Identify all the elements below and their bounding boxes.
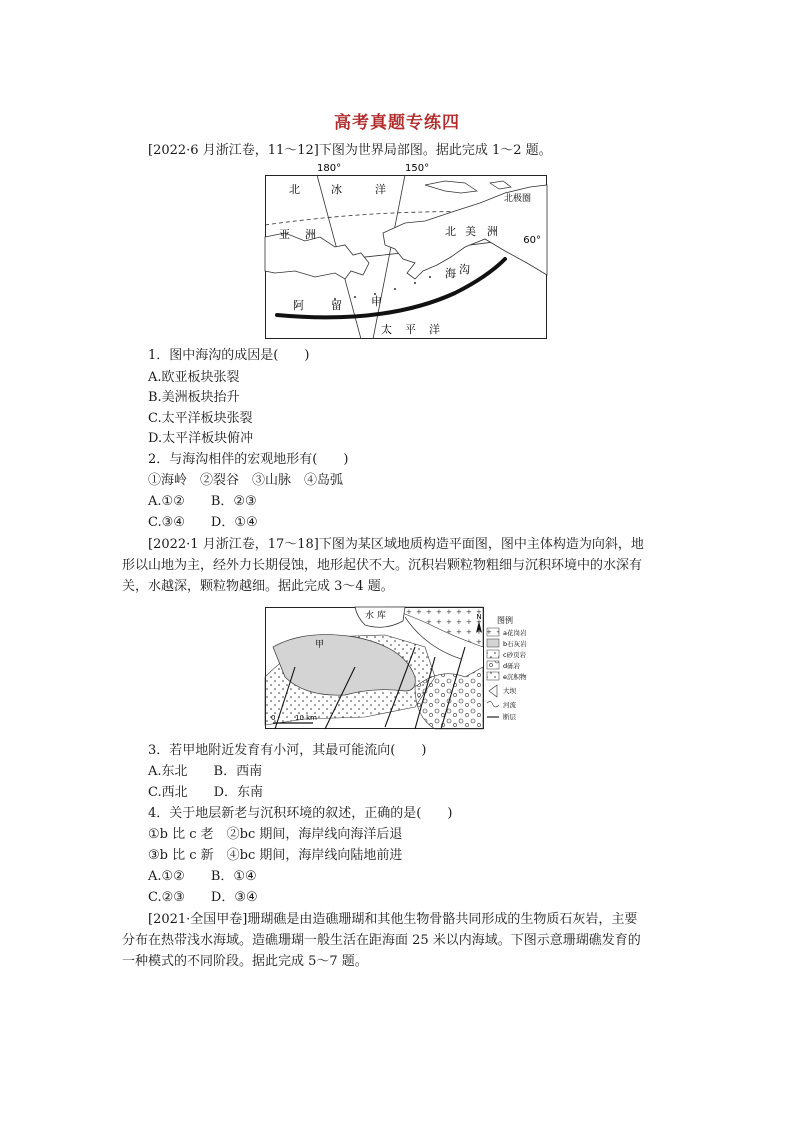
- aleutian-label: 阿: [293, 299, 304, 312]
- scale-10km: 10 km: [295, 714, 318, 722]
- continent-label: 洲: [487, 225, 498, 238]
- legend-item: 大坝: [503, 687, 516, 695]
- continent-label: 洲: [305, 228, 316, 241]
- pacific-label: 平: [405, 323, 416, 336]
- ocean-label: 冰: [331, 183, 342, 196]
- arctic-circle-label: 北极圈: [504, 194, 532, 204]
- page-title: 高考真题专练四: [334, 113, 460, 133]
- q2-options-cd[interactable]: C.③④ D．①④: [148, 515, 258, 530]
- aleutian-label: 申: [371, 295, 382, 308]
- legend-item: e沉积物: [503, 673, 527, 681]
- lon-180-label: 180°: [317, 163, 342, 174]
- legend-item: c砂页岩: [503, 651, 527, 659]
- trench-label: 沟: [459, 263, 470, 276]
- north-arrow: N: [476, 613, 482, 621]
- reservoir-label: 水 库: [365, 611, 386, 621]
- q1-option-a[interactable]: A.欧亚板块张裂: [148, 370, 240, 385]
- q1-option-b[interactable]: B.美洲板块抬升: [148, 390, 240, 405]
- jia-label: 甲: [315, 640, 325, 650]
- legend-item: b石灰岩: [503, 640, 527, 648]
- ocean-label: 洋: [375, 183, 386, 196]
- q4-statement-1: ①b 比 c 老 ②bc 期间，海岸线向海洋后退: [148, 827, 403, 842]
- trench-label: 海: [445, 267, 456, 280]
- q2-stem: 2．与海沟相伴的宏观地形有( ): [148, 452, 349, 467]
- legend-title: 图例: [497, 616, 513, 625]
- lat-60-label: 60°: [523, 235, 541, 246]
- pacific-label: 洋: [429, 323, 440, 336]
- q4-stem: 4．关于地层新老与沉积环境的叙述，正确的是( ): [148, 806, 453, 821]
- q4-options-cd[interactable]: C.②③ D．③④: [148, 890, 258, 905]
- scale-zero: 0: [271, 714, 276, 722]
- continent-label: 美: [465, 225, 476, 238]
- legend-item: d砾岩: [503, 662, 521, 670]
- q3-options-ab[interactable]: A.东北 B．西南: [148, 764, 263, 779]
- q4-options-ab[interactable]: A.①② B．①④: [148, 869, 257, 884]
- q1-option-d[interactable]: D.太平洋板块俯冲: [148, 431, 254, 446]
- q2-items: ①海岭 ②裂谷 ③山脉 ④岛弧: [148, 473, 344, 488]
- geological-structure-map: [265, 607, 549, 729]
- intro-2-line-2: 形以山地为主，经外力长期侵蚀，地形起伏不大。沉积岩颗粒物粗细与沉积环境中的水深有: [122, 558, 643, 573]
- intro-2-line-1: [2022·1 月浙江卷，17～18]下图为某区域地质构造平面图，图中主体构造为向斜，地: [148, 537, 644, 552]
- intro-3-line-1: [2021·全国甲卷]珊瑚礁是由造礁珊瑚和其他生物骨骼共同形成的生物质石灰岩，主要: [148, 912, 638, 927]
- aleutian-label: 留: [331, 299, 342, 312]
- intro-2-line-3: 关，水越深，颗粒物越细。据此完成 3～4 题。: [122, 579, 394, 594]
- intro-1: [2022·6 月浙江卷，11～12]下图为世界局部图。据此完成 1～2 题。: [148, 143, 552, 158]
- q3-stem: 3．若甲地附近发育有小河，其最可能流向( ): [148, 743, 427, 758]
- q1-stem: 1．图中海沟的成因是( ): [148, 348, 310, 363]
- map-legend: [487, 615, 527, 721]
- lon-150-label: 150°: [405, 163, 430, 174]
- intro-3-line-3: 一种模式的不同阶段。据此完成 5～7 题。: [122, 954, 368, 969]
- legend-item: a花岗岩: [503, 629, 527, 637]
- q3-options-cd[interactable]: C.西北 D．东南: [148, 785, 264, 800]
- q4-statement-2: ③b 比 c 新 ④bc 期间，海岸线向陆地前进: [148, 848, 403, 863]
- q1-option-c[interactable]: C.太平洋板块张裂: [148, 411, 253, 426]
- continent-label: 亚: [279, 228, 290, 241]
- ocean-label: 北: [289, 183, 300, 196]
- legend-item: 河流: [503, 701, 516, 709]
- q2-options-ab[interactable]: A.①② B．②③: [148, 494, 257, 509]
- legend-item: 断层: [503, 713, 516, 721]
- intro-3-line-2: 分布在热带浅水海域。造礁珊瑚一般生活在距海面 25 米以内海域。下图示意珊瑚礁发育的: [122, 933, 641, 948]
- continent-label: 北: [445, 225, 456, 238]
- world-partial-map: [265, 163, 547, 339]
- pacific-label: 太: [381, 323, 392, 336]
